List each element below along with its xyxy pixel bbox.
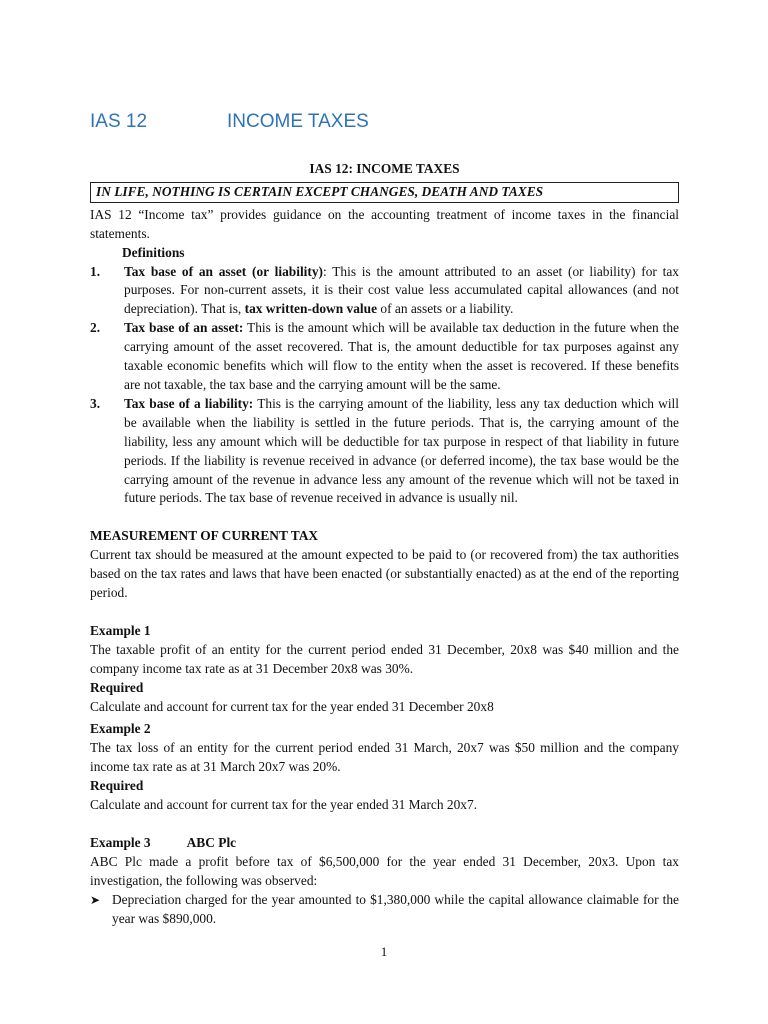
example-3-heading [90,834,679,853]
section-title: IAS 12: INCOME TAXES [309,161,460,176]
example-2-required-text: Calculate and account for current tax for the year ended 31 March 20x7. [90,797,478,813]
motto-box: IN LIFE, NOTHING IS CERTAIN EXCEPT CHANGES, DEATH AND TAXES [90,182,679,203]
example-1-text: The taxable profit of an entity for the current period ended 31 December, 20x8 was $40 million and the company income tax rate as at 31 December 20x8 was 30%. [90,641,679,676]
bullet-text: Depreciation charged for the year amounted to $1,380,000 while the capital allowance claimable for the year was $890,000. [112,891,679,926]
definition-item [90,319,679,395]
list-item [90,891,679,929]
example-1-required-label: Required [90,679,144,695]
example-3-title: Example 3 [90,835,151,850]
definition-text-end: of an assets or a liability. [377,301,514,317]
definition-text: : This is the amount attributed to an asset (or liability) for tax purposes. For non-current assets, it is their cost value less accumulated capital allowances (and not depreciation). That is, [124,263,679,317]
measurement-heading: MEASUREMENT OF CURRENT TAX [90,528,319,544]
example-2-text: The tax loss of an entity for the current period ended 31 March, 20x7 was $50 million and the company income tax rate as at 31 March 20x7 was 20%. [90,740,679,775]
heading-standard-title: INCOME TAXES [227,111,369,132]
page-number: 1 [380,944,388,959]
definition-item [90,395,679,508]
heading-standard-code: IAS 12 [90,111,148,132]
definition-number: 2. [90,320,101,336]
definition-number: 3. [90,395,101,411]
definition-term: Tax base of an asset: [124,320,244,336]
example-3-text: ABC Plc made a profit before tax of $6,500,000 for the year ended 31 December, 20x3. Upon tax investigation, the following was observed: [90,853,679,888]
arrow-bullet-icon: ➤ [90,892,101,907]
example-3-company: ABC Plc [186,835,237,850]
measurement-paragraph: Current tax should be measured at the amount expected to be paid to (or recovered from) the tax authorities based on the tax rates and laws that have been enacted (or substantially enacted) as at the end of the reporting period. [90,547,679,601]
definition-number: 1. [90,263,101,279]
definitions-list [90,263,679,509]
example-1-title: Example 1 [90,622,151,638]
definition-text: This is the amount which will be available tax deduction in the future when the carrying amount of the asset recovered. That is, the amount deductible for tax purposes against any taxable economic benefits which will flow to the entity when the asset is recovered. If these benefits are not taxable, the tax base and the carrying amount will be the same. [124,320,679,392]
definition-emphasis: tax written-down value [244,301,378,317]
definition-item [90,263,679,320]
example-2-title: Example 2 [90,721,151,737]
definitions-heading: Definitions [122,244,185,260]
example-3-bullets [90,891,679,929]
example-2-required-label: Required [90,778,144,794]
definition-term: Tax base of a liability: [124,395,254,411]
example-1-required-text: Calculate and account for current tax for the year ended 31 December 20x8 [90,698,494,714]
definition-term: Tax base of an asset (or liability) [124,263,323,279]
intro-paragraph: IAS 12 “Income tax” provides guidance on the accounting treatment of income taxes in the financial statements. [90,206,679,241]
document-body [90,160,679,929]
definition-text: This is the carrying amount of the liability, less any tax deduction which will be available when the liability is settled in the future periods. That is, the carrying amount of the liability, less any amount which will be deductible for tax purpose in respect of that liability in future periods. If the liability is revenue received in advance (or deferred income), the tax base would be the carrying amount of the revenue in advance less any amount of the revenue which will not be taxed in future periods. The tax base of revenue received in advance is usually nil. [124,395,679,506]
